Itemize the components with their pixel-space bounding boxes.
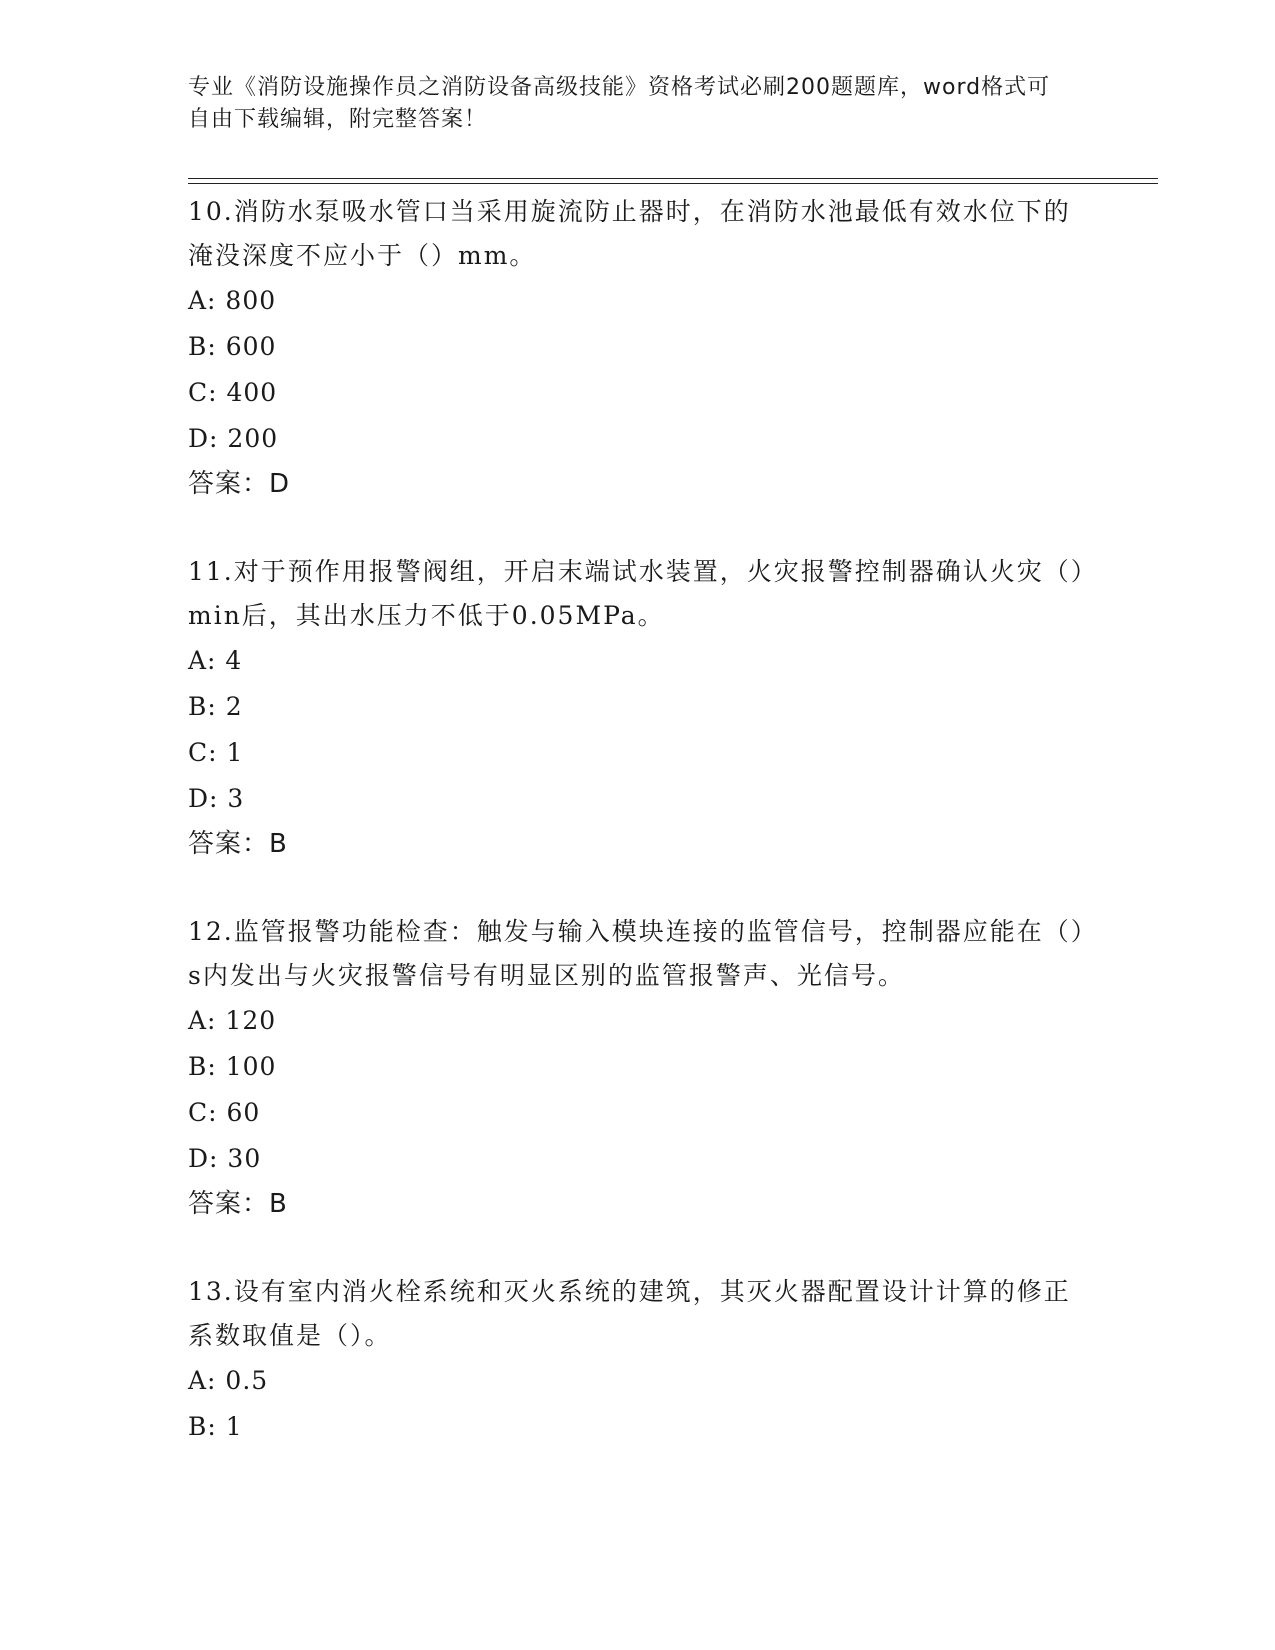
option-a: A: 800 (188, 286, 277, 315)
question-12 (188, 910, 1088, 1226)
question-stem: 11.对于预作用报警阀组，开启末端试水装置，火灾报警控制器确认火灾（）min后，其出水压力不低于0.05MPa。 (188, 557, 1086, 630)
question-10 (188, 190, 1088, 506)
question-stem: 12.监管报警功能检查：触发与输入模块连接的监管信号，控制器应能在（）s内发出与火灾报警信号有明显区别的监管报警声、光信号。 (188, 917, 1086, 990)
option-b: B: 100 (188, 1052, 277, 1081)
answer-line: 答案：B (188, 829, 288, 859)
answer-line: 答案：B (188, 1189, 288, 1219)
option-a: A: 0.5 (188, 1366, 269, 1395)
option-d: D: 3 (188, 784, 245, 813)
option-c: C: 400 (188, 378, 278, 407)
option-c: C: 60 (188, 1098, 261, 1127)
option-b: B: 1 (188, 1412, 243, 1441)
header-divider-bottom (188, 183, 1158, 184)
question-list (188, 190, 1088, 1494)
document-header: 专业《消防设施操作员之消防设备高级技能》资格考试必刷200题题库，word格式可自由下载编辑，附完整答案！ (188, 75, 1051, 132)
option-a: A: 4 (188, 646, 243, 675)
option-b: B: 600 (188, 332, 277, 361)
option-b: B: 2 (188, 692, 243, 721)
question-13 (188, 1270, 1088, 1450)
answer-line: 答案：D (188, 469, 291, 499)
question-11 (188, 550, 1088, 866)
question-stem: 10.消防水泵吸水管口当采用旋流防止器时，在消防水池最低有效水位下的淹没深度不应小于（）mm。 (188, 197, 1071, 270)
option-d: D: 200 (188, 424, 279, 453)
option-c: C: 1 (188, 738, 244, 767)
option-d: D: 30 (188, 1144, 262, 1173)
header-divider-top (188, 178, 1158, 179)
question-stem: 13.设有室内消火栓系统和灭火系统的建筑，其灭火器配置设计计算的修正系数取值是（）。 (188, 1277, 1071, 1350)
option-a: A: 120 (188, 1006, 277, 1035)
